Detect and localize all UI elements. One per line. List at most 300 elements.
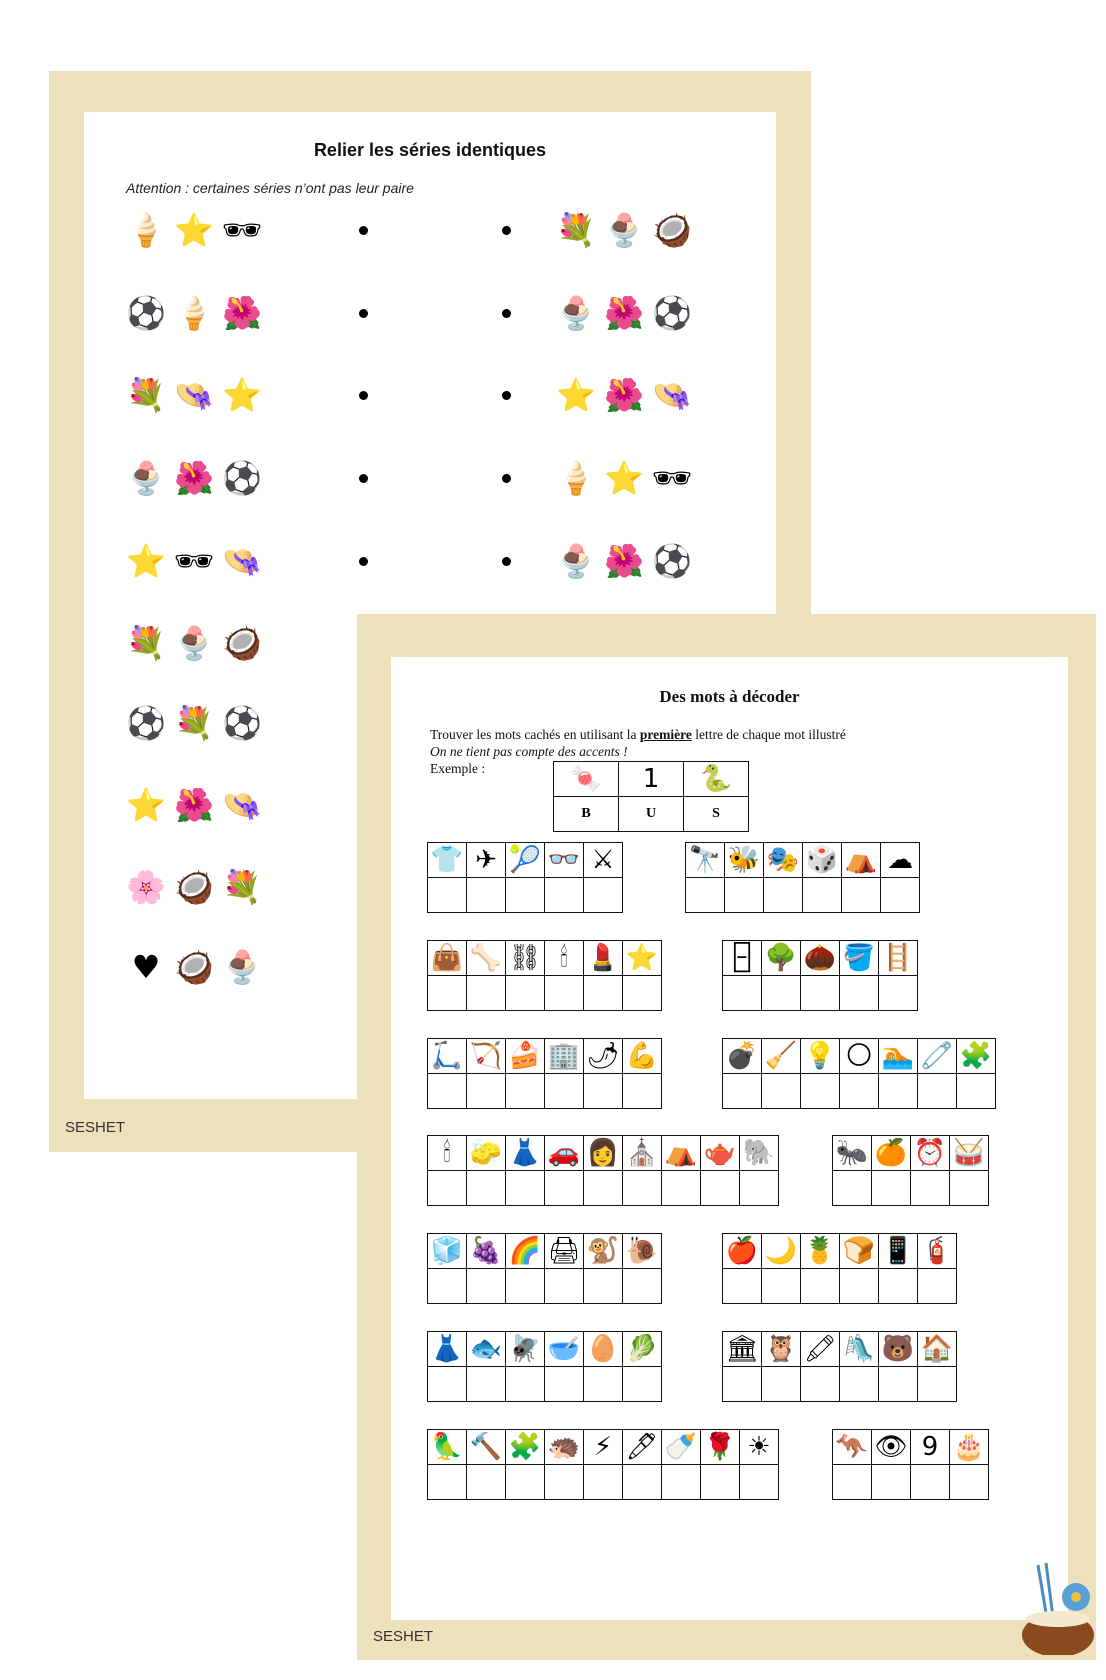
instruction-text: Trouver les mots cachés en utilisant la première lettre de chaque mot illustré	[430, 727, 846, 742]
picture-cell	[801, 941, 840, 976]
letter-answer-cell[interactable]	[506, 1171, 545, 1206]
example-label: Exemple :	[430, 761, 486, 776]
starfish-icon: ⭐	[604, 459, 644, 497]
letter-answer-cell[interactable]	[723, 1074, 762, 1109]
letter-answer-cell[interactable]	[584, 976, 623, 1011]
picture-cell	[918, 1234, 957, 1269]
word-puzzle-grid	[427, 940, 662, 1011]
fridge-icon: 🧊	[430, 1236, 464, 1266]
sunglasses-icon: 🕶	[221, 211, 263, 249]
picture-cell	[623, 1332, 662, 1367]
letter-answer-cell[interactable]	[428, 1465, 467, 1500]
beach-ball-icon: ⚽	[652, 542, 692, 580]
fly-icon: 🪰	[508, 1334, 542, 1364]
letter-answer-cell[interactable]	[833, 1465, 872, 1500]
example-letter: B	[554, 797, 619, 832]
letter-answer-cell[interactable]	[840, 1269, 879, 1304]
number-one-icon: 1	[642, 764, 660, 794]
bee-icon: 🐝	[727, 845, 761, 875]
letter-answer-cell[interactable]	[762, 1269, 801, 1304]
picture-cell	[584, 1234, 623, 1269]
picture-cell	[506, 941, 545, 976]
letter-answer-cell[interactable]	[584, 1367, 623, 1402]
letter-answer-cell[interactable]	[428, 1269, 467, 1304]
lamp-icon: 💡	[803, 1041, 837, 1071]
word-puzzle-grid	[832, 1135, 989, 1206]
beach-ball-icon: ⚽	[222, 704, 262, 742]
picture-cell	[879, 941, 918, 976]
example-letter: S	[684, 797, 749, 832]
igloo-icon: ⛺	[844, 845, 878, 875]
letter-answer-cell[interactable]	[740, 1171, 779, 1206]
letter-answer-cell[interactable]	[842, 878, 881, 913]
letter-answer-cell[interactable]	[506, 1269, 545, 1304]
letter-answer-cell[interactable]	[840, 976, 879, 1011]
letter-answer-cell[interactable]	[545, 1367, 584, 1402]
bread-icon: 🍞	[842, 1236, 876, 1266]
ice-cream-cone-icon: 🍦	[556, 459, 596, 497]
word-puzzle-grid	[722, 1331, 957, 1402]
tree-icon: 🌳	[764, 943, 798, 973]
letter-answer-cell[interactable]	[584, 1465, 623, 1500]
picture-cell	[918, 1332, 957, 1367]
ice-cream-icon: 🍨	[174, 624, 214, 662]
picture-cell	[723, 941, 762, 976]
picture-cell	[584, 1430, 623, 1465]
flower-wreath-icon: 💐	[126, 376, 166, 414]
word-puzzle-grid	[427, 1038, 662, 1109]
alarm-clock-icon: ⏰	[913, 1138, 947, 1168]
snake-icon: 🐍	[699, 764, 733, 794]
starfish-icon: ⭐	[222, 376, 262, 414]
letter-answer-cell[interactable]	[801, 1367, 840, 1402]
series-row	[84, 207, 776, 267]
letter-answer-cell[interactable]	[911, 1171, 950, 1206]
example-letter: U	[619, 797, 684, 832]
belt-icon: 🧷	[920, 1041, 954, 1071]
letter-answer-cell[interactable]	[428, 1171, 467, 1206]
hibiscus-icon: 🌺	[222, 294, 262, 332]
sun-hat-icon: 👒	[652, 376, 692, 414]
extinguisher-icon: 🧯	[920, 1236, 954, 1266]
letter-answer-cell[interactable]	[879, 1367, 918, 1402]
building-icon: 🏢	[547, 1041, 581, 1071]
letter-answer-cell[interactable]	[950, 1171, 989, 1206]
letter-answer-cell[interactable]	[428, 878, 467, 913]
series-row	[84, 372, 776, 432]
letter-answer-cell[interactable]	[879, 1074, 918, 1109]
letter-answer-cell[interactable]	[584, 1171, 623, 1206]
word-puzzle-grid	[427, 1135, 779, 1206]
picture-cell	[428, 1430, 467, 1465]
picture-cell	[701, 1430, 740, 1465]
bear-icon: 🐻	[881, 1334, 915, 1364]
letter-answer-cell[interactable]	[918, 1074, 957, 1109]
letter-answer-cell[interactable]	[911, 1465, 950, 1500]
left-series	[126, 782, 262, 828]
dice-icon: 🎲	[805, 845, 839, 875]
birdcage-icon: 🏛	[725, 1334, 759, 1364]
letter-answer-cell[interactable]	[918, 1269, 957, 1304]
picture-cell	[662, 1430, 701, 1465]
sunglasses-icon: 🕶	[173, 542, 215, 580]
word-puzzle-grid	[722, 1038, 996, 1109]
picture-cell	[545, 1234, 584, 1269]
puzzle-icon: 🧩	[508, 1432, 542, 1462]
letter-answer-cell[interactable]	[545, 878, 584, 913]
picture-cell	[840, 1039, 879, 1074]
picture-cell	[842, 843, 881, 878]
picture-cell	[918, 1039, 957, 1074]
pineapple-icon: 🍍	[803, 1236, 837, 1266]
letter-answer-cell[interactable]	[872, 1171, 911, 1206]
letter-answer-cell[interactable]	[686, 878, 725, 913]
bone-icon: 🦴	[469, 943, 503, 973]
word-puzzle-grid	[427, 1429, 779, 1500]
tetris-icon: 🧩	[959, 1041, 993, 1071]
picture-cell	[467, 1136, 506, 1171]
picture-cell	[686, 843, 725, 878]
elephant-icon: 🐘	[742, 1138, 776, 1168]
letter-answer-cell[interactable]	[428, 976, 467, 1011]
ice-cream-icon: 🍨	[556, 542, 596, 580]
picture-cell	[584, 1136, 623, 1171]
letter-answer-cell[interactable]	[872, 1465, 911, 1500]
picture-cell	[762, 1332, 801, 1367]
starfish-icon: ⭐	[556, 376, 596, 414]
doghouse-icon: 🏠	[920, 1334, 954, 1364]
left-series	[126, 538, 262, 584]
letter-answer-cell[interactable]	[762, 1367, 801, 1402]
letter-answer-cell[interactable]	[723, 1367, 762, 1402]
letter-answer-cell[interactable]	[881, 878, 920, 913]
letter-answer-cell[interactable]	[623, 1465, 662, 1500]
picture-cell	[911, 1136, 950, 1171]
picture-cell	[950, 1136, 989, 1171]
drum-icon: 🥁	[952, 1138, 986, 1168]
coconut-drink-icon: 🥥	[174, 948, 214, 986]
word-puzzle-grid	[427, 1233, 662, 1304]
picture-cell	[545, 1430, 584, 1465]
letter-answer-cell[interactable]	[701, 1465, 740, 1500]
printer-icon: 🖨	[547, 1236, 581, 1266]
skirt-icon: 👗	[430, 1334, 464, 1364]
letter-answer-cell[interactable]	[762, 976, 801, 1011]
letter-answer-cell[interactable]	[879, 1269, 918, 1304]
rainbow-icon: 🌈	[508, 1236, 542, 1266]
picture-cell	[879, 1039, 918, 1074]
letter-answer-cell[interactable]	[833, 1171, 872, 1206]
decode-worksheet	[357, 614, 1096, 1660]
pen-icon: 🖊	[625, 1432, 659, 1462]
left-series	[126, 700, 262, 746]
letter-answer-cell[interactable]	[545, 1269, 584, 1304]
picture-cell	[801, 1332, 840, 1367]
picture-cell	[872, 1430, 911, 1465]
letter-answer-cell[interactable]	[723, 976, 762, 1011]
picture-cell	[467, 1332, 506, 1367]
letter-answer-cell[interactable]	[879, 976, 918, 1011]
star-icon: ⭐	[625, 943, 659, 973]
letter-answer-cell[interactable]	[803, 878, 842, 913]
letter-answer-cell[interactable]	[506, 1367, 545, 1402]
letter-answer-cell[interactable]	[950, 1465, 989, 1500]
picture-cell	[428, 1332, 467, 1367]
picture-cell	[623, 1430, 662, 1465]
letter-answer-cell[interactable]	[764, 878, 803, 913]
bowl-icon: 🥣	[547, 1334, 581, 1364]
connect-dot[interactable]	[359, 474, 368, 483]
birthday-cake-icon: 🎂	[952, 1432, 986, 1462]
sunglasses-icon: 🕶	[651, 459, 693, 497]
letter-answer-cell[interactable]	[662, 1465, 701, 1500]
picture-cell	[701, 1136, 740, 1171]
letter-answer-cell[interactable]	[740, 1465, 779, 1500]
picture-cell	[762, 1039, 801, 1074]
dress-icon: 👗	[508, 1138, 542, 1168]
letter-answer-cell[interactable]	[467, 1171, 506, 1206]
worksheet-note: Attention : certaines séries n’ont pas leur paire	[126, 180, 414, 196]
picture-cell	[762, 1234, 801, 1269]
letter-answer-cell[interactable]	[840, 1367, 879, 1402]
instruction-emphasis: première	[639, 727, 692, 742]
letter-answer-cell[interactable]	[506, 1465, 545, 1500]
picture-cell	[684, 762, 749, 797]
ice-cream-cone-icon: 🍦	[126, 211, 166, 249]
left-series	[126, 864, 262, 910]
fishbone-icon: 🐟	[469, 1334, 503, 1364]
connect-dot[interactable]	[359, 557, 368, 566]
letter-answer-cell[interactable]	[545, 1465, 584, 1500]
picture-cell	[662, 1136, 701, 1171]
picture-cell	[545, 1039, 584, 1074]
sun-icon: ☀	[747, 1432, 771, 1462]
orange-icon: 🍊	[874, 1138, 908, 1168]
turnip-icon: 🥬	[625, 1334, 659, 1364]
highlighter-icon: 🖍	[803, 1334, 837, 1364]
handbag-icon: 👜	[430, 943, 464, 973]
word-puzzle-grid	[722, 1233, 957, 1304]
flower-wreath-icon: 💐	[222, 868, 262, 906]
ice-cream-icon: 🍨	[126, 459, 166, 497]
moon-icon: 🌕	[845, 1041, 873, 1071]
connect-dot[interactable]	[502, 391, 511, 400]
connect-dot[interactable]	[502, 474, 511, 483]
word-puzzle-grid	[427, 1331, 662, 1402]
letter-answer-cell[interactable]	[545, 1074, 584, 1109]
hibiscus-icon: 🌺	[174, 786, 214, 824]
hibiscus-purple-icon: 🌸	[126, 868, 166, 906]
picture-cell	[428, 1039, 467, 1074]
letter-answer-cell[interactable]	[801, 1074, 840, 1109]
word-puzzle-grid	[427, 842, 623, 913]
letter-answer-cell[interactable]	[545, 1171, 584, 1206]
picture-cell	[467, 941, 506, 976]
ladder-icon: 🪜	[881, 943, 915, 973]
letter-answer-cell[interactable]	[584, 878, 623, 913]
monkey-icon: 🐒	[586, 1236, 620, 1266]
letter-answer-cell[interactable]	[467, 1074, 506, 1109]
chestnut-icon: 🌰	[803, 943, 837, 973]
picture-cell	[545, 1136, 584, 1171]
hibiscus-icon: 🌺	[604, 294, 644, 332]
picture-cell	[506, 1234, 545, 1269]
letter-answer-cell[interactable]	[840, 1074, 879, 1109]
picture-cell	[554, 762, 619, 797]
bucket-icon: 🪣	[842, 943, 876, 973]
domino-icon: 🁣	[731, 943, 753, 973]
letter-answer-cell[interactable]	[662, 1171, 701, 1206]
connect-dot[interactable]	[502, 226, 511, 235]
picture-cell	[879, 1332, 918, 1367]
picture-cell	[950, 1430, 989, 1465]
left-series	[126, 944, 262, 990]
picture-cell	[623, 1234, 662, 1269]
worksheet-title: Relier les séries identiques	[313, 140, 547, 160]
match-icon: 🕯	[443, 1138, 451, 1168]
sun-hat-icon: 👒	[222, 542, 262, 580]
letter-answer-cell[interactable]	[584, 1269, 623, 1304]
connect-dot[interactable]	[359, 391, 368, 400]
series-row	[84, 290, 776, 350]
letter-answer-cell[interactable]	[623, 1367, 662, 1402]
letter-answer-cell[interactable]	[762, 1074, 801, 1109]
connect-dot[interactable]	[502, 557, 511, 566]
picture-cell	[584, 1332, 623, 1367]
letter-answer-cell[interactable]	[623, 1171, 662, 1206]
letter-answer-cell[interactable]	[801, 976, 840, 1011]
letter-answer-cell[interactable]	[506, 878, 545, 913]
picture-cell	[428, 941, 467, 976]
flower-wreath-icon: 💐	[556, 211, 596, 249]
picture-cell	[506, 1332, 545, 1367]
cake-icon: 🍰	[508, 1041, 542, 1071]
letter-answer-cell[interactable]	[623, 1074, 662, 1109]
letter-answer-cell[interactable]	[506, 1074, 545, 1109]
hedgehog-icon: 🦔	[547, 1432, 581, 1462]
tennis-ball-icon: 🎾	[508, 845, 542, 875]
letter-answer-cell[interactable]	[506, 976, 545, 1011]
slide-icon: 🛝	[842, 1334, 876, 1364]
hammer-icon: 🔨	[469, 1432, 503, 1462]
beach-ball-icon: ⚽	[126, 294, 166, 332]
picture-cell	[467, 1039, 506, 1074]
connect-dot[interactable]	[359, 226, 368, 235]
letter-answer-cell[interactable]	[467, 1269, 506, 1304]
tent-icon: ⛺	[664, 1138, 698, 1168]
letter-answer-cell[interactable]	[623, 976, 662, 1011]
picture-cell	[801, 1234, 840, 1269]
starfish-icon: ⭐	[126, 542, 166, 580]
right-series	[556, 372, 692, 418]
car-icon: 🚗	[547, 1138, 581, 1168]
picture-cell	[911, 1430, 950, 1465]
series-row	[84, 538, 776, 598]
picture-cell	[584, 843, 623, 878]
letter-answer-cell[interactable]	[623, 1269, 662, 1304]
flower-wreath-icon: 💐	[126, 624, 166, 662]
crossed-swords-icon: ⚔	[591, 845, 615, 875]
letter-answer-cell[interactable]	[428, 1074, 467, 1109]
beach-ball-icon: ⚽	[652, 294, 692, 332]
apron-icon: 👕	[430, 845, 464, 875]
letter-answer-cell[interactable]	[725, 878, 764, 913]
letter-answer-cell[interactable]	[584, 1074, 623, 1109]
coconut-drink-icon: 🥥	[174, 868, 214, 906]
right-series	[556, 455, 692, 501]
picture-cell	[428, 843, 467, 878]
binoculars-icon: 🔭	[688, 845, 722, 875]
picture-cell	[506, 1430, 545, 1465]
lipstick-icon: 💄	[586, 943, 620, 973]
example-grid	[553, 761, 749, 832]
ice-cream-cone-icon: 🍦	[174, 294, 214, 332]
coconut-drink-icon	[1018, 1555, 1098, 1655]
pacifier-icon: 🍼	[664, 1432, 698, 1462]
owl-icon: 🦉	[764, 1334, 798, 1364]
picture-cell	[840, 1234, 879, 1269]
letter-answer-cell[interactable]	[428, 1367, 467, 1402]
letter-answer-cell[interactable]	[957, 1074, 996, 1109]
picture-cell	[803, 843, 842, 878]
letter-answer-cell[interactable]	[701, 1171, 740, 1206]
letter-answer-cell[interactable]	[918, 1367, 957, 1402]
curtains-icon: 🎭	[766, 845, 800, 875]
hibiscus-icon: 🌺	[174, 459, 214, 497]
sun-hat-icon: 👒	[174, 376, 214, 414]
rose-icon: 🌹	[703, 1432, 737, 1462]
picture-cell	[840, 941, 879, 976]
picture-cell	[467, 1234, 506, 1269]
picture-cell	[762, 941, 801, 976]
picture-cell	[545, 1332, 584, 1367]
footer-brand: SESHET	[373, 1628, 434, 1645]
connect-dot[interactable]	[359, 309, 368, 318]
letter-answer-cell[interactable]	[467, 878, 506, 913]
letter-answer-cell[interactable]	[467, 1465, 506, 1500]
picture-cell	[428, 1234, 467, 1269]
nurse-icon: 👩	[586, 1138, 620, 1168]
right-series	[556, 538, 692, 584]
hibiscus-icon: 🌺	[604, 542, 644, 580]
letter-answer-cell[interactable]	[723, 1269, 762, 1304]
series-row	[84, 455, 776, 515]
teapot-icon: 🫖	[703, 1138, 737, 1168]
hibiscus-icon: 🌺	[604, 376, 644, 414]
number-nine-icon: 9	[921, 1432, 939, 1462]
heart-sunglasses-icon: ♥	[131, 948, 161, 986]
letter-answer-cell[interactable]	[467, 1367, 506, 1402]
picture-cell	[725, 843, 764, 878]
right-series	[556, 207, 692, 253]
picture-cell	[506, 1136, 545, 1171]
bow-icon: 🏹	[469, 1041, 503, 1071]
picture-cell	[623, 1039, 662, 1074]
letter-answer-cell[interactable]	[545, 976, 584, 1011]
beach-ball-icon: ⚽	[126, 704, 166, 742]
picture-cell	[467, 1430, 506, 1465]
picture-cell	[740, 1136, 779, 1171]
letter-answer-cell[interactable]	[467, 976, 506, 1011]
picture-cell	[545, 843, 584, 878]
letter-answer-cell[interactable]	[801, 1269, 840, 1304]
picture-cell	[872, 1136, 911, 1171]
sponge-icon: 🧽	[469, 1138, 503, 1168]
ant-icon: 🐜	[835, 1138, 869, 1168]
accent-note: On ne tient pas compte des accents !	[430, 744, 628, 759]
connect-dot[interactable]	[502, 309, 511, 318]
grapes-icon: 🍇	[469, 1236, 503, 1266]
